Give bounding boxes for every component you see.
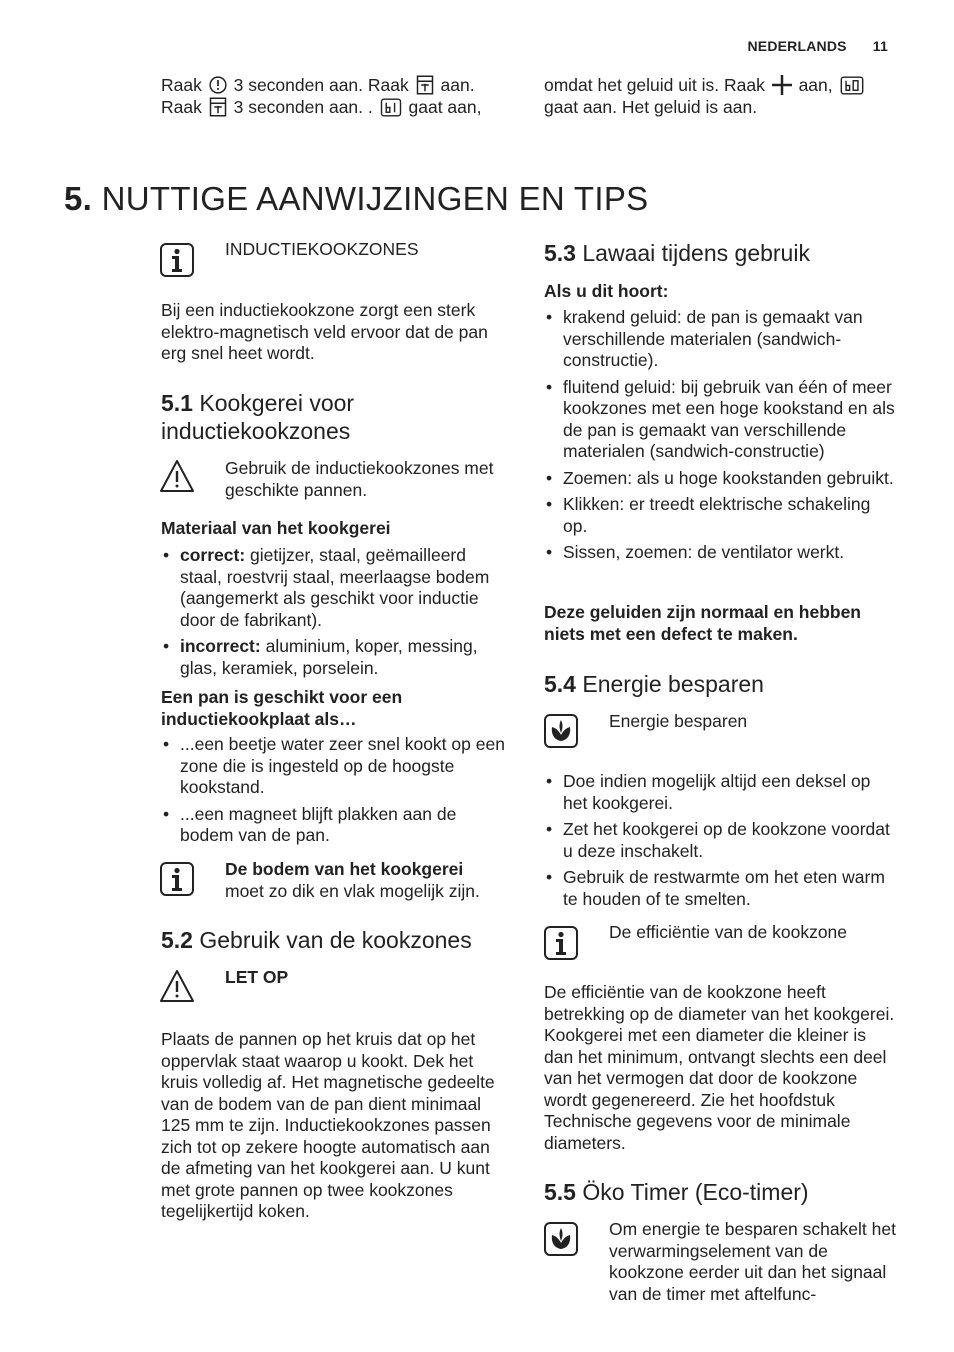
noise-heading: Als u dit hoort: [544,281,669,301]
eco-timer-text: Om energie te besparen schakelt het verwarmingselement van de kookzone eerder uit dan het signaal van de timer met aftelfunc- [609,1219,896,1304]
list-item: • Gebruik de restwarmte om het eten warm te houden of te smelten. [544,867,896,910]
section-5-2-text: Plaats de pannen op het kruis dat op het oppervlak staat waarop u kookt. Dek het kruis volledig af. Het magnetische gedeelte van de bodem van de pan dient minimaal 125 mm te zijn. Inductiekookzones passen zich tot op zekere hoogte automatisch aan de afmeting van het kookgerei aan. U kunt met grote pannen op twee kookzones tegelijkertijd koken. [161,1029,495,1221]
caution-label: LET OP [225,967,289,987]
pan-list [161,734,511,852]
section-5-4-heading [544,670,896,698]
incorrect-text: aluminium, koper, messing, glas, keramiek, porselein. [180,636,478,678]
section-5-5-heading [544,1178,896,1206]
section-number: 5.4 [544,671,576,697]
section-title: Energie besparen [582,671,764,697]
section-number: 5.2 [161,927,193,953]
energy-list [544,771,896,915]
top-text: gaat aan. Het geluid is aan. [544,96,758,117]
top-right-text [544,75,904,118]
info-title: INDUCTIEKOOKZONES [225,239,419,259]
list-item: • Zoemen: als u hoge kookstanden gebruikt. [544,468,896,490]
section-5-2-heading [161,926,521,954]
info-icon [160,243,194,277]
section-title: Kookgerei voor inductiekookzones [161,390,355,444]
section-title: Gebruik van de kookzones [199,927,472,953]
top-text: omdat het geluid uit is. Raak [544,75,765,95]
lock-icon [416,75,434,95]
noise-list [544,307,896,564]
eco-leaf-icon [544,714,578,748]
section-title: Lawaai tijdens gebruik [582,240,810,266]
intro-text: Bij een inductiekookzone zorgt een sterk elektro-magnetisch veld ervoor dat de pan erg snel heet wordt. [161,300,488,363]
list-item: • Sissen, zoemen: de ventilator werkt. [544,542,896,564]
efficiency-text: De efficiëntie van de kookzone heeft betrekking op de diameter van het kookgerei. Kookgerei met een diameter die kleiner is dan het minimum, ontvangt slechts een deel van het vermogen dat door de kookzone wordt gegenereerd. Zie het hoofdstuk Technische gegevens voor de minimale diameters. [544,982,895,1153]
section-number: 5.5 [544,1179,576,1205]
warning-icon [159,969,195,1003]
section-number: 5.3 [544,240,576,266]
top-text: 3 seconden aan. Raak [233,75,409,95]
pan-heading: Een pan is geschikt voor een inductiekookplaat als… [161,687,403,729]
plus-icon [772,75,792,95]
correct-label: correct: [180,545,246,565]
page-header [725,38,888,54]
list-item [161,545,511,631]
page-number: 11 [872,38,888,54]
section-title: Öko Timer (Eco-timer) [582,1179,809,1205]
material-heading: Materiaal van het kookgerei [161,518,391,538]
info-icon [544,926,578,960]
material-list [161,545,511,684]
header-language: NEDERLANDS [747,38,847,54]
incorrect-label: incorrect: [180,636,261,656]
info-icon [160,862,194,896]
eco-note-title: Energie besparen [609,711,748,731]
section-5-1-heading [161,389,511,445]
top-text: Raak [161,96,202,117]
top-text: aan. [440,75,475,95]
section-number: 5.1 [161,390,193,416]
list-item: • ...een magneet blijft plakken aan de bodem van de pan. [161,804,511,847]
chapter-title-text: NUTTIGE AANWIJZINGEN EN TIPS [101,180,649,217]
noise-note: Deze geluiden zijn normaal en hebben niets met een defect te maken. [544,602,861,644]
chapter-title [64,180,648,218]
info-note-text: moet zo dik en vlak mogelijk zijn. [225,880,480,901]
top-left-text [161,75,521,118]
info-note-bold: De bodem van het kookgerei [225,859,464,879]
info-note [225,859,515,902]
lock-icon [209,97,227,117]
list-item [161,636,511,679]
list-item: • Doe indien mogelijk altijd een deksel op het kookgerei. [544,771,896,814]
top-text: aan, [798,75,833,95]
display-b0-icon [840,76,864,95]
info-note-title: De efficiëntie van de kookzone [609,922,848,942]
list-item: • Zet het kookgerei op de kookzone voordat u deze inschakelt. [544,819,896,862]
list-item: • Klikken: er treedt elektrische schakeling op. [544,494,896,537]
list-item: • fluitend geluid: bij gebruik van één of meer kookzones met een hoge kookstand en als de pan is gemaakt van verschillende materialen (sandwich-constructie) [544,377,896,463]
top-text: gaat aan, [408,96,482,117]
eco-leaf-icon [544,1222,578,1256]
power-icon [209,76,227,94]
chapter-number: 5. [64,180,93,217]
section-5-3-heading [544,239,896,267]
display-b-icon [380,98,402,117]
correct-text: gietijzer, staal, geëmailleerd staal, roestvrij staal, meerlaagse bodem (aangemerkt als geschikt voor inductie door de fabrikant). [180,545,490,630]
top-text: Raak [161,75,202,95]
list-item: • krakend geluid: de pan is gemaakt van verschillende materialen (sandwich-constructie). [544,307,896,372]
list-item: • ...een beetje water zeer snel kookt op een zone die is ingesteld op de hoogste kookstand. [161,734,511,799]
warning-text: Gebruik de inductiekookzones met geschikte pannen. [225,458,494,500]
top-text: 3 seconden aan. . [233,96,373,117]
warning-icon [159,459,195,493]
